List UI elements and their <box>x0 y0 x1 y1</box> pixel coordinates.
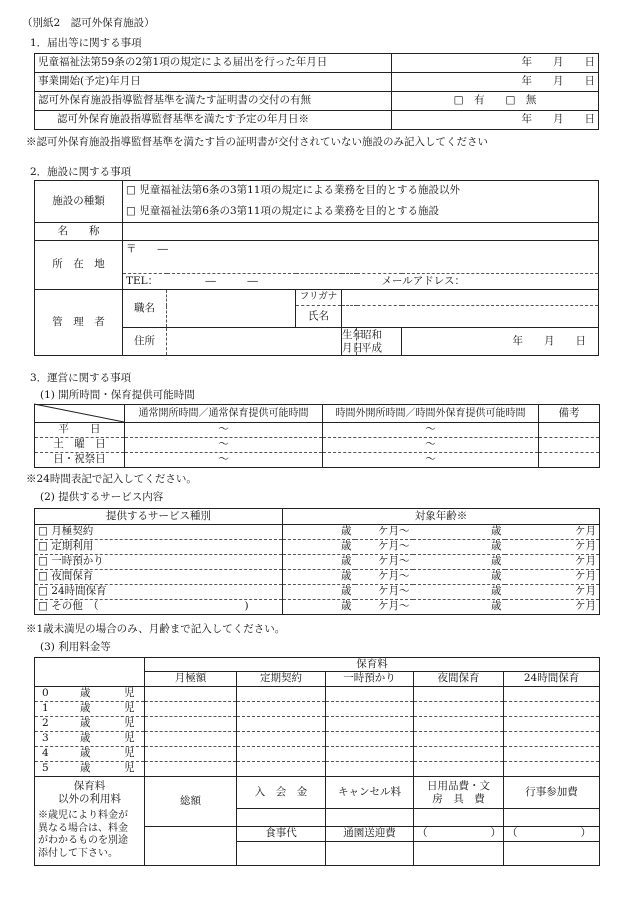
age-from-years[interactable]: 歳 <box>283 585 355 600</box>
fee-age-num: 3 <box>42 732 49 745</box>
services-header: 対象年齢※ <box>283 509 600 525</box>
fee-header-entry: 入 会 金 <box>237 777 326 809</box>
s1-row-label: 事業開始(予定)年月日 <box>35 73 392 92</box>
fee-cell[interactable] <box>326 762 414 777</box>
hours-normal[interactable]: ～ <box>125 453 323 468</box>
hours-extra[interactable]: ～ <box>323 438 539 453</box>
service-type[interactable]: □ 夜間保育 <box>35 570 283 585</box>
s1-note: ※認可外保育施設指導監督基準を満たす旨の証明書が交付されていない施設のみ記入してください <box>26 136 488 148</box>
s1-row-label: 児童福祉法第59条の2第1項の規定による届出を行った年月日 <box>35 54 392 73</box>
age-to-years[interactable]: 歳 <box>413 570 505 585</box>
fees-col-header: 定期契約 <box>237 672 326 687</box>
age-to-months[interactable]: ケ月 <box>505 600 600 615</box>
fee-cell[interactable] <box>326 687 414 702</box>
fee-cell[interactable] <box>414 717 504 732</box>
fee-age-label <box>35 702 145 717</box>
hours-normal[interactable]: ～ <box>125 423 323 438</box>
fee-header-meal: 食事代 <box>237 827 326 842</box>
service-other-label: □ その他 （ <box>38 600 99 613</box>
hours-corner <box>35 405 125 423</box>
fee-cell[interactable] <box>326 732 414 747</box>
age-from-years[interactable]: 歳 <box>283 540 355 555</box>
hours-header: 備考 <box>539 405 600 423</box>
manager-label: 管 理 者 <box>35 290 123 356</box>
other-fees-label-line2: 以外の利用料 <box>58 793 121 806</box>
section-1-title: 1．届出等に関する事項 <box>30 37 142 49</box>
fee-age-label <box>35 747 145 762</box>
hours-row-label: 日・祝祭日 <box>35 453 125 468</box>
service-type[interactable]: □ 一時預かり <box>35 555 283 570</box>
other-fees-note-4: 添付して下さい。 <box>38 847 118 859</box>
age-to-years[interactable]: 歳 <box>413 540 505 555</box>
name-label: 名 称 <box>35 223 123 241</box>
other-fees-label-line1: 保育料 <box>73 780 106 792</box>
fee-cell[interactable] <box>237 717 326 732</box>
fee-header-cancel: キャンセル料 <box>326 777 414 809</box>
total-label: 総額 <box>145 777 237 827</box>
service-type[interactable]: □ 24時間保育 <box>35 585 283 600</box>
services-table <box>34 508 600 615</box>
age-from-years[interactable]: 歳 <box>283 600 355 615</box>
hours-note[interactable] <box>539 423 600 438</box>
birth-label-line1: 生年 <box>342 328 363 341</box>
fee-cell[interactable] <box>237 732 326 747</box>
age-to-months[interactable]: ケ月 <box>505 555 600 570</box>
fee-cell[interactable] <box>237 687 326 702</box>
fee-cell[interactable] <box>504 702 600 717</box>
fee-cell[interactable] <box>326 702 414 717</box>
fee-meal-value[interactable] <box>237 842 326 866</box>
fee-cell[interactable] <box>504 732 600 747</box>
fee-header-supplies <box>414 777 504 809</box>
era-options[interactable] <box>357 328 402 356</box>
other-fees-note-1: ※歳児により料金が <box>38 810 128 822</box>
s3-sub2-note: ※1歳未満児の場合のみ、月齢まで記入してください。 <box>26 623 286 635</box>
s1-table <box>34 53 599 130</box>
fee-age-ji: 児 <box>124 747 135 760</box>
service-type-other[interactable] <box>35 600 283 615</box>
fee-age-label <box>35 732 145 747</box>
fees-col-header: 24時間保育 <box>504 672 600 687</box>
fee-other1-value[interactable] <box>414 842 504 866</box>
fee-age-sai: 歳 <box>80 717 91 730</box>
other-fees-note-3: がわかるものを別途 <box>38 835 128 847</box>
fee-cell[interactable] <box>237 762 326 777</box>
fee-cell[interactable] <box>504 717 600 732</box>
age-to-months[interactable]: ケ月 <box>505 540 600 555</box>
fee-cell[interactable] <box>237 702 326 717</box>
fee-age-row <box>35 687 600 702</box>
fee-cell[interactable] <box>145 717 237 732</box>
age-to-years[interactable]: 歳 <box>413 555 505 570</box>
age-from-months[interactable]: ケ月～ <box>355 585 413 600</box>
fees-group-header: 保育料 <box>145 658 600 672</box>
fee-cell[interactable] <box>326 747 414 762</box>
facility-type-opt1[interactable]: □ 児童福祉法第6条の3第11項の規定による業務を目的とする施設以外 <box>123 181 599 202</box>
fee-age-num: 5 <box>42 762 49 775</box>
email-field[interactable]: メールアドレス： <box>342 274 599 290</box>
section-3-title: 3．運営に関する事項 <box>30 372 132 384</box>
age-to-years[interactable]: 歳 <box>413 525 505 540</box>
other-fees-label <box>35 777 145 866</box>
age-from-years[interactable]: 歳 <box>283 570 355 585</box>
fee-age-sai: 歳 <box>80 732 91 745</box>
hours-normal[interactable]: ～ <box>125 438 323 453</box>
fee-events-value[interactable] <box>504 809 600 827</box>
fee-age-row <box>35 732 600 747</box>
fee-age-row <box>35 747 600 762</box>
doc-header: （別紙2 認可外保育施設） <box>22 17 155 29</box>
hours-row-label: 平 日 <box>35 423 125 438</box>
fee-cell[interactable] <box>145 687 237 702</box>
hours-row-label: 土 曜 日 <box>35 438 125 453</box>
s3-sub3-title: (3) 利用料金等 <box>40 641 111 653</box>
s1-row-label: 認可外保育施設指導監督基準を満たす証明書の交付の有無 <box>35 92 392 111</box>
age-to-months[interactable]: ケ月 <box>505 570 600 585</box>
fee-cell[interactable] <box>414 762 504 777</box>
fee-cell[interactable] <box>145 747 237 762</box>
s1-row-value[interactable]: 年 月 日 <box>392 111 599 130</box>
fee-age-ji: 児 <box>124 717 135 730</box>
fee-header-supplies-line1: 日用品費・文 <box>427 779 490 792</box>
age-to-months[interactable]: ケ月 <box>505 525 600 540</box>
hours-note[interactable] <box>539 453 600 468</box>
furigana-field[interactable] <box>342 290 599 306</box>
service-type[interactable]: □ 月極契約 <box>35 525 283 540</box>
fee-header-bus: 通園送迎費 <box>326 827 414 842</box>
facility-type-opt2[interactable]: □ 児童福祉法第6条の3第11項の規定による業務を目的とする施設 <box>123 202 599 223</box>
age-from-years[interactable]: 歳 <box>283 555 355 570</box>
fee-age-num: 0 <box>42 687 49 700</box>
fee-age-label <box>35 762 145 777</box>
fee-header-events: 行事参加費 <box>504 777 600 809</box>
fees-table <box>34 657 600 866</box>
fullname-field[interactable] <box>342 306 599 328</box>
fee-cell[interactable] <box>504 762 600 777</box>
fees-col-header: 夜間保育 <box>414 672 504 687</box>
s1-row-value[interactable]: □ 有 □ 無 <box>392 92 599 111</box>
age-from-years[interactable]: 歳 <box>283 525 355 540</box>
fullname-label: 氏名 <box>296 306 342 328</box>
fee-cell[interactable] <box>414 702 504 717</box>
birth-date-field[interactable]: 年 月 日 <box>402 328 599 356</box>
section-2-title: 2．施設に関する事項 <box>30 166 132 178</box>
home-address-label: 住所 <box>123 328 167 356</box>
fee-cell[interactable] <box>326 717 414 732</box>
era-showa: 昭和 <box>361 328 382 341</box>
fee-age-label <box>35 687 145 702</box>
total-value[interactable] <box>145 827 237 866</box>
fee-other2-name[interactable]: （ ） <box>504 827 600 842</box>
fee-age-sai: 歳 <box>80 747 91 760</box>
fee-age-sai: 歳 <box>80 687 91 700</box>
age-to-months[interactable]: ケ月 <box>505 585 600 600</box>
postal-field[interactable]: 〒 ― <box>123 241 599 274</box>
fee-age-ji: 児 <box>124 702 135 715</box>
fees-corner <box>35 658 145 687</box>
fee-age-sai: 歳 <box>80 762 91 775</box>
fee-age-num: 2 <box>42 717 49 730</box>
fee-age-row <box>35 702 600 717</box>
age-from-months[interactable]: ケ月～ <box>355 570 413 585</box>
fees-col-header: 月極額 <box>145 672 237 687</box>
fee-age-row <box>35 717 600 732</box>
age-from-months[interactable]: ケ月～ <box>355 600 413 615</box>
fee-cell[interactable] <box>145 702 237 717</box>
hours-table <box>34 404 600 468</box>
fee-age-num: 4 <box>42 747 49 760</box>
fee-age-num: 1 <box>42 702 49 715</box>
job-label: 職名 <box>123 290 167 328</box>
fee-other2-value[interactable] <box>504 842 600 866</box>
s1-row-value[interactable]: 年 月 日 <box>392 54 599 73</box>
fee-cell[interactable] <box>504 747 600 762</box>
job-field[interactable] <box>167 290 296 328</box>
s3-sub1-title: (1) 開所時間・保育提供可能時間 <box>40 389 195 401</box>
age-from-months[interactable]: ケ月～ <box>355 555 413 570</box>
age-to-years[interactable]: 歳 <box>413 585 505 600</box>
birth-label-line2: 月日 <box>342 341 363 354</box>
fee-supplies-value[interactable] <box>414 809 504 827</box>
fee-cancel-value[interactable] <box>326 809 414 827</box>
birth-label <box>342 328 363 356</box>
fee-header-supplies-line2: 房 具 費 <box>432 792 485 805</box>
era-heisei: 平成 <box>361 341 382 354</box>
fee-cell[interactable] <box>414 747 504 762</box>
address-label: 所 在 地 <box>35 241 123 290</box>
fee-cell[interactable] <box>414 732 504 747</box>
service-type[interactable]: □ 定期利用 <box>35 540 283 555</box>
fee-cell[interactable] <box>414 687 504 702</box>
hours-extra[interactable]: ～ <box>323 423 539 438</box>
fees-col-header: 一時預かり <box>326 672 414 687</box>
tel-field[interactable]: TEL： ― ― <box>123 274 342 290</box>
service-other-close: ) <box>244 600 249 613</box>
fee-age-ji: 児 <box>124 762 135 775</box>
age-from-months[interactable]: ケ月～ <box>355 525 413 540</box>
hours-note[interactable] <box>539 438 600 453</box>
s3-sub1-note: ※24時間表記で記入してください。 <box>26 473 197 485</box>
s1-row-label: 認可外保育施設指導監督基準を満たす予定の年月日※ <box>35 111 392 130</box>
age-from-months[interactable]: ケ月～ <box>355 540 413 555</box>
home-address-field[interactable] <box>167 328 342 356</box>
fee-age-row <box>35 762 600 777</box>
facility-type-label: 施設の種類 <box>35 181 123 223</box>
fee-cell[interactable] <box>145 732 237 747</box>
fee-other1-name[interactable]: （ ） <box>414 827 504 842</box>
hours-header: 時間外開所時間／時間外保育提供可能時間 <box>323 405 539 423</box>
fee-cell[interactable] <box>237 747 326 762</box>
fee-entry-value[interactable] <box>237 809 326 827</box>
fee-age-sai: 歳 <box>80 702 91 715</box>
furigana-label: フリガナ <box>296 290 342 306</box>
age-to-years[interactable]: 歳 <box>413 600 505 615</box>
fee-age-ji: 児 <box>124 687 135 700</box>
s1-row-value[interactable]: 年 月 日 <box>392 73 599 92</box>
fee-age-label <box>35 717 145 732</box>
services-header: 提供するサービス種別 <box>35 509 283 525</box>
fee-bus-value[interactable] <box>326 842 414 866</box>
hours-header: 通常開所時間／通常保育提供可能時間 <box>125 405 323 423</box>
fee-age-ji: 児 <box>124 732 135 745</box>
fee-cell[interactable] <box>145 762 237 777</box>
other-fees-note-2: 異なる場合は、料金 <box>38 822 128 834</box>
fee-cell[interactable] <box>504 687 600 702</box>
name-field[interactable] <box>123 223 599 241</box>
s3-sub2-title: (2) 提供するサービス内容 <box>40 491 164 503</box>
hours-extra[interactable]: ～ <box>323 453 539 468</box>
s2-table <box>34 180 599 356</box>
